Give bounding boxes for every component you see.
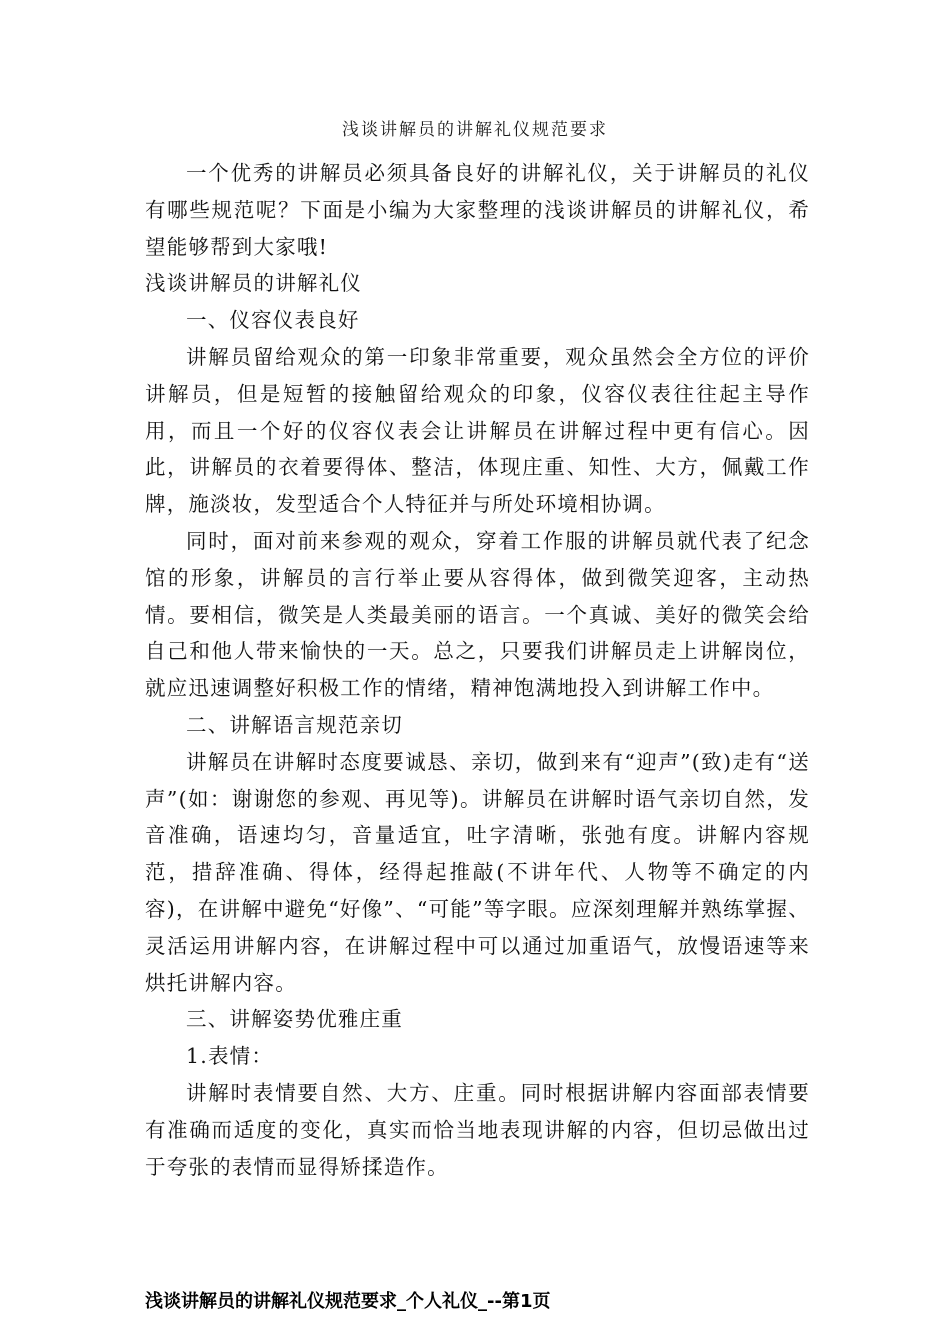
section-heading-3: 三、讲解姿势优雅庄重 [186, 1007, 403, 1032]
page-footer: 浅谈讲解员的讲解礼仪规范要求_个人礼仪_--第1页 [145, 1291, 551, 1312]
document-title: 浅谈讲解员的讲解礼仪规范要求 [342, 120, 608, 140]
section-heading-main: 浅谈讲解员的讲解礼仪 [145, 271, 362, 296]
section-heading-2: 二、讲解语言规范亲切 [186, 712, 403, 737]
document-body [145, 155, 810, 1185]
paragraph-language: 讲解员在讲解时态度要诚恳、亲切，做到来有“迎声”(致)走有“送声”(如：谢谢您的参观、再见等)。讲解员在讲解时语气亲切自然，发音准确，语速均匀，音量适宜，吐字清晰，张弛有度。讲解内容规范，措辞准确、得体，经得起推敲(不讲年代、人物等不确定的内容)，在讲解中避免“好像”、“可能”等字眼。应深刻理解并熟练掌握、灵活运用讲解内容，在讲解过程中可以通过加重语气，放慢语速等来烘托讲解内容。 [145, 749, 810, 995]
paragraph-smile: 同时，面对前来参观的观众，穿着工作服的讲解员就代表了纪念馆的形象，讲解员的言行举止要从容得体，做到微笑迎客，主动热情。要相信，微笑是人类最美丽的语言。一个真诚、美好的微笑会给自己和他人带来愉快的一天。总之，只要我们讲解员走上讲解岗位，就应迅速调整好积极工作的情绪，精神饱满地投入到讲解工作中。 [145, 528, 810, 701]
section-heading-1: 一、仪容仪表良好 [186, 308, 360, 333]
subsection-heading-expression: 1.表情： [186, 1044, 274, 1069]
paragraph-appearance: 讲解员留给观众的第一印象非常重要，观众虽然会全方位的评价讲解员，但是短暂的接触留给观众的印象，仪容仪表往往起主导作用，而且一个好的仪容仪表会让讲解员在讲解过程中更有信心。因此，讲解员的衣着要得体、整洁，体现庄重、知性、大方，佩戴工作牌，施淡妆，发型适合个人特征并与所处环境相协调。 [145, 344, 810, 517]
paragraph-expression: 讲解时表情要自然、大方、庄重。同时根据讲解内容面部表情要有准确而适度的变化，真实而恰当地表现讲解的内容，但切忌做出过于夸张的表情而显得矫揉造作。 [145, 1080, 810, 1179]
intro-paragraph: 一个优秀的讲解员必须具备良好的讲解礼仪，关于讲解员的礼仪有哪些规范呢？下面是小编为大家整理的浅谈讲解员的讲解礼仪，希望能够帮到大家哦! [145, 161, 810, 259]
